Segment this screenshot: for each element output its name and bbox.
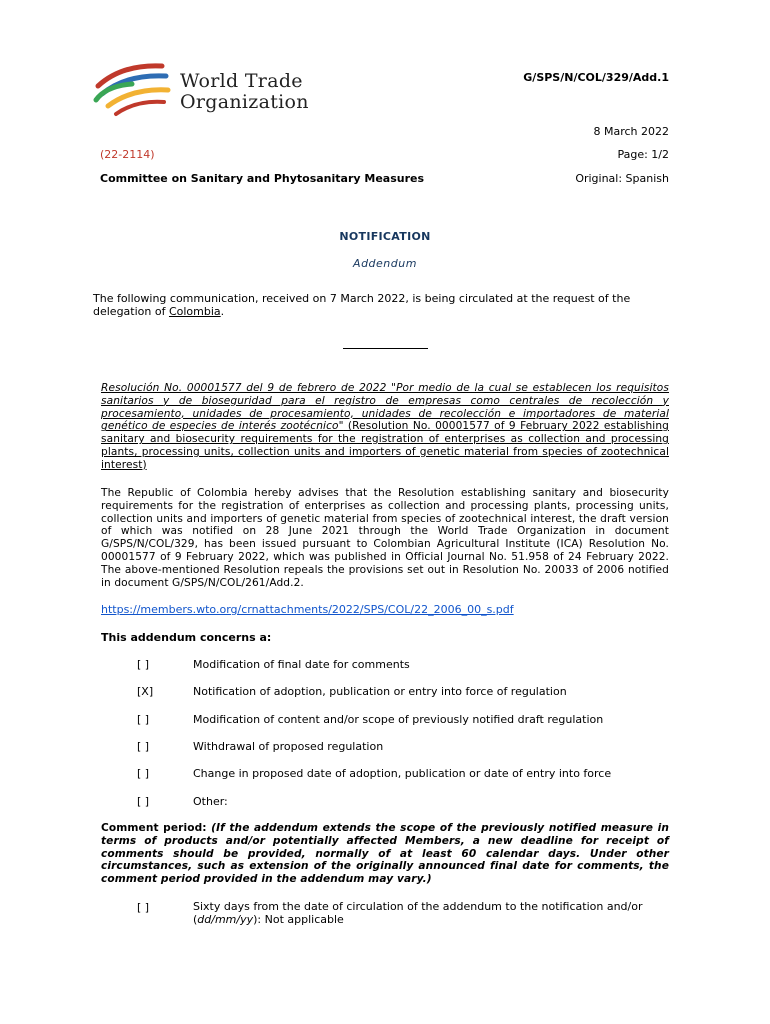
option-label: Other: [193, 795, 228, 808]
date-format: dd/mm/yy [197, 912, 254, 926]
option-label: Modification of content and/or scope of previously notified draft regulation [193, 713, 604, 726]
original-language: Original: Spanish [575, 172, 669, 185]
option-checkbox[interactable]: [ ] [137, 658, 150, 671]
attachment-link[interactable]: https://members.wto.org/crnattachments/2022/SPS/COL/22_2006_00_s.pdf [101, 603, 514, 616]
reference-number: (22-2114) [100, 148, 155, 161]
intro-paragraph [93, 292, 677, 318]
organization-name [180, 71, 309, 113]
measure-title-english: (Resolution No. 00001577 of 9 February 2022 establishing sanitary and biosecurity requirements for the registration of enterprises as collection and processing plants, processing units, collection units and importers of genetic material from species of zootechnical interest) [101, 420, 669, 471]
comment-period-text: (If the addendum extends the scope of the previously notified measure in terms of products and/or potentially affected Members, a new deadline for receipt of comments should be provided, normally of at least 60 calendar days. Under other circumstances, such as extension of the originally announced final date for comments, the comment period provided in the addendum may vary.) [101, 822, 669, 886]
document-date: 8 March 2022 [593, 125, 669, 138]
intro-text: The following communication, received on 7 March 2022, is being circulated at the request of the delegation of [93, 292, 631, 318]
sixty-days-text [193, 901, 671, 927]
concerns-heading: This addendum concerns a: [101, 631, 272, 644]
option-label: Modification of final date for comments [193, 658, 410, 671]
page-number: Page: 1/2 [617, 148, 669, 161]
option-checkbox[interactable]: [ ] [137, 795, 150, 808]
divider [343, 348, 428, 349]
option-checkbox[interactable]: [X] [137, 685, 154, 698]
measure-title-spanish: Resolución No. 00001577 del 9 de febrero de 2022 "Por medio de la cual se establecen los requisitos sanitarios y de bioseguridad para el registro de empresas como centrales de recolección y procesamiento, unidades de procesamiento, unidades de recolección e importadores de material genético de especies de interés zootécnico" [101, 382, 669, 433]
option-label: Withdrawal of proposed regulation [193, 740, 384, 753]
option-label: Notification of adoption, publication or entry into force of regulation [193, 685, 567, 698]
org-line-2: Organization [180, 91, 309, 113]
org-line-1: World Trade [180, 70, 303, 92]
notification-title: NOTIFICATION [339, 230, 431, 243]
comment-period-label: Comment period: [101, 822, 212, 834]
option-checkbox[interactable]: [ ] [137, 713, 150, 726]
document-symbol: G/SPS/N/COL/329/Add.1 [523, 71, 669, 84]
sixty-days-checkbox[interactable]: [ ] [137, 901, 150, 914]
sixty-days-after: ): Not applicable [253, 912, 344, 926]
sixty-days-before: Sixty days from the date of circulation of the addendum to the notification and/or ( [193, 900, 643, 926]
addendum-subtitle: Addendum [353, 257, 417, 270]
body-paragraph: The Republic of Colombia hereby advises that the Resolution establishing sanitary and biosecurity requirements for the registration of enterprises as collection and processing plants, processing units, collection units and importers of genetic material from species of zootechnical interest, the draft version of which was notified on 28 June 2021 through the World Trade Organization in document G/SPS/N/COL/329, has been issued pursuant to Colombian Agricultural Institute (ICA) Resolution No. 00001577 of 9 February 2022, which was published in Official Journal No. 51.958 of 24 February 2022. The above-mentioned Resolution repeals the provisions set out in Resolution No. 20033 of 2006 notified in document G/SPS/N/COL/261/Add.2. [101, 487, 669, 589]
option-checkbox[interactable]: [ ] [137, 767, 150, 780]
country-name: Colombia [168, 305, 221, 318]
comment-period [101, 822, 669, 886]
measure-title [101, 382, 669, 472]
option-checkbox[interactable]: [ ] [137, 740, 150, 753]
intro-end: . [220, 305, 225, 318]
committee-name: Committee on Sanitary and Phytosanitary Measures [100, 172, 425, 185]
option-label: Change in proposed date of adoption, publication or date of entry into force [193, 767, 612, 780]
